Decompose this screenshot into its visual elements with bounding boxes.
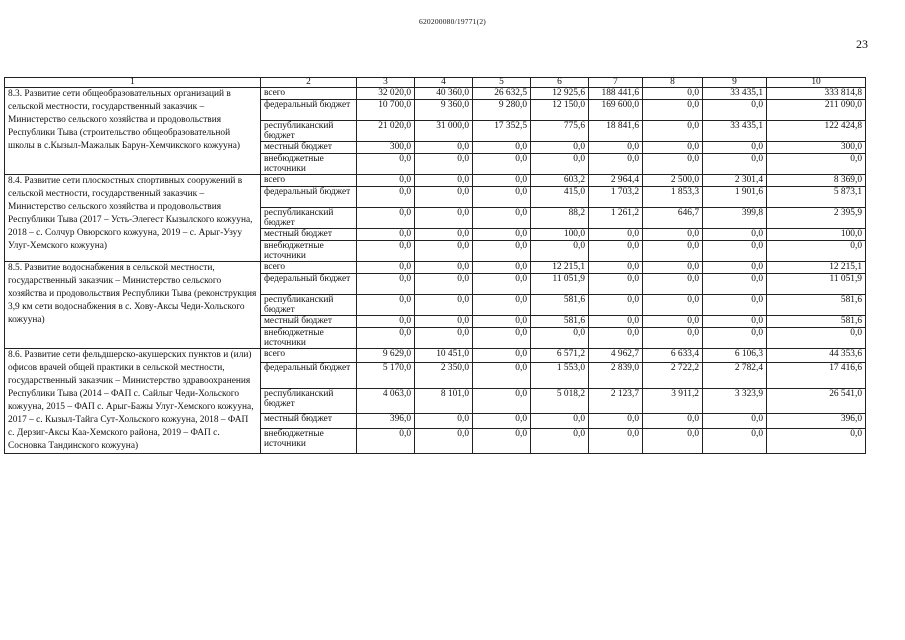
amount-cell: 12 925,6	[531, 88, 589, 100]
amount-cell: 0,0	[415, 274, 473, 295]
amount-cell: 100,0	[531, 229, 589, 241]
amount-cell: 646,7	[643, 208, 703, 229]
amount-cell: 0,0	[473, 363, 531, 388]
funding-source: внебюджетные источники	[261, 241, 357, 262]
amount-cell: 0,0	[415, 175, 473, 187]
funding-source: федеральный бюджет	[261, 100, 357, 121]
amount-cell: 6 571,2	[531, 349, 589, 363]
section-description: 8.4. Развитие сети плоскостных спортивных сооружений в сельской местности, государственный заказчик – Министерство сельского хозяйства и продовольствия Республики Тыва (2017 – Усть-Элегест Кызылского кожууна, 2018 – с. Солчур Овюрского кожууна, 2019 – с. Арыг-Узуу Улуг-Хемского кожууна)	[5, 175, 261, 262]
funding-source: республиканский бюджет	[261, 208, 357, 229]
amount-cell: 2 123,7	[589, 388, 643, 413]
amount-cell: 33 435,1	[703, 121, 767, 142]
amount-cell: 5 873,1	[767, 187, 866, 208]
amount-cell: 6 633,4	[643, 349, 703, 363]
amount-cell: 581,6	[767, 295, 866, 316]
amount-cell: 3 323,9	[703, 388, 767, 413]
amount-cell: 8 369,0	[767, 175, 866, 187]
amount-cell: 211 090,0	[767, 100, 866, 121]
amount-cell: 0,0	[643, 142, 703, 154]
amount-cell: 12 150,0	[531, 100, 589, 121]
amount-cell: 31 000,0	[415, 121, 473, 142]
amount-cell: 2 395,9	[767, 208, 866, 229]
amount-cell: 0,0	[589, 295, 643, 316]
amount-cell: 2 722,2	[643, 363, 703, 388]
amount-cell: 9 280,0	[473, 100, 531, 121]
amount-cell: 0,0	[643, 316, 703, 328]
amount-cell: 26 541,0	[767, 388, 866, 413]
amount-cell: 0,0	[703, 414, 767, 428]
amount-cell: 581,6	[531, 316, 589, 328]
amount-cell: 0,0	[703, 241, 767, 262]
amount-cell: 0,0	[473, 262, 531, 274]
amount-cell: 17 416,6	[767, 363, 866, 388]
amount-cell: 0,0	[643, 274, 703, 295]
amount-cell: 581,6	[767, 316, 866, 328]
table-row	[5, 175, 866, 187]
amount-cell: 0,0	[589, 154, 643, 175]
funding-source: всего	[261, 88, 357, 100]
amount-cell: 0,0	[473, 414, 531, 428]
column-header: 1	[5, 78, 261, 88]
amount-cell: 40 360,0	[415, 88, 473, 100]
amount-cell: 603,2	[531, 175, 589, 187]
funding-source: федеральный бюджет	[261, 363, 357, 388]
amount-cell: 1 853,3	[643, 187, 703, 208]
funding-source: республиканский бюджет	[261, 295, 357, 316]
amount-cell: 11 051,9	[531, 274, 589, 295]
amount-cell: 0,0	[767, 154, 866, 175]
amount-cell: 0,0	[415, 414, 473, 428]
amount-cell: 0,0	[473, 274, 531, 295]
amount-cell: 0,0	[703, 295, 767, 316]
amount-cell: 2 350,0	[415, 363, 473, 388]
section-description: 8.5. Развитие водоснабжения в сельской местности, государственный заказчик – Министерство сельского хозяйства и продовольствия Республики Тыва (реконструкция 3,9 км сети водоснабжения в с. Хову-Аксы Чеди-Хольского кожууна)	[5, 262, 261, 349]
amount-cell: 0,0	[703, 274, 767, 295]
amount-cell: 8 101,0	[415, 388, 473, 413]
amount-cell: 0,0	[589, 428, 643, 453]
amount-cell: 0,0	[703, 142, 767, 154]
amount-cell: 0,0	[531, 241, 589, 262]
amount-cell: 300,0	[767, 142, 866, 154]
amount-cell: 100,0	[767, 229, 866, 241]
amount-cell: 0,0	[703, 428, 767, 453]
amount-cell: 0,0	[473, 142, 531, 154]
amount-cell: 17 352,5	[473, 121, 531, 142]
amount-cell: 18 841,6	[589, 121, 643, 142]
amount-cell: 0,0	[589, 414, 643, 428]
amount-cell: 2 301,4	[703, 175, 767, 187]
amount-cell: 0,0	[415, 316, 473, 328]
amount-cell: 33 435,1	[703, 88, 767, 100]
amount-cell: 0,0	[531, 414, 589, 428]
amount-cell: 32 020,0	[357, 88, 415, 100]
amount-cell: 0,0	[643, 88, 703, 100]
amount-cell: 12 215,1	[531, 262, 589, 274]
amount-cell: 0,0	[357, 316, 415, 328]
amount-cell: 88,2	[531, 208, 589, 229]
amount-cell: 0,0	[589, 274, 643, 295]
column-header: 10	[767, 78, 866, 88]
amount-cell: 0,0	[703, 316, 767, 328]
amount-cell: 0,0	[415, 428, 473, 453]
amount-cell: 0,0	[357, 208, 415, 229]
amount-cell: 333 814,8	[767, 88, 866, 100]
column-header: 5	[473, 78, 531, 88]
funding-source: всего	[261, 349, 357, 363]
amount-cell: 1 703,2	[589, 187, 643, 208]
amount-cell: 0,0	[473, 241, 531, 262]
amount-cell: 0,0	[357, 175, 415, 187]
funding-source: республиканский бюджет	[261, 121, 357, 142]
column-header: 2	[261, 78, 357, 88]
amount-cell: 0,0	[357, 262, 415, 274]
funding-source: местный бюджет	[261, 414, 357, 428]
section-description: 8.6. Развитие сети фельдшерско-акушерских пунктов и (или) офисов врачей общей практики в сельской местности, государственный заказчик – Министерство здравоохранения Республики Тыва (2014 – ФАП с. Сайлыг Чеди-Хольского кожууна, 2015 – ФАП с. Арыг-Бажы Улуг-Хемского кожууна, 2017 – с. Кызыл-Тайга Сут-Хольского кожууна, 2018 – ФАП с. Дерзиг-Аксы Каа-Хемского района, 2019 – ФАП с. Сосновка Тандинского кожууна)	[5, 349, 261, 454]
amount-cell: 0,0	[643, 414, 703, 428]
amount-cell: 0,0	[415, 328, 473, 349]
amount-cell: 122 424,8	[767, 121, 866, 142]
amount-cell: 0,0	[415, 187, 473, 208]
header-row	[5, 78, 866, 88]
amount-cell: 0,0	[703, 328, 767, 349]
amount-cell: 0,0	[357, 328, 415, 349]
funding-source: местный бюджет	[261, 142, 357, 154]
amount-cell: 1 901,6	[703, 187, 767, 208]
amount-cell: 3 911,2	[643, 388, 703, 413]
amount-cell: 0,0	[473, 428, 531, 453]
amount-cell: 9 360,0	[415, 100, 473, 121]
funding-source: внебюджетные источники	[261, 154, 357, 175]
amount-cell: 2 964,4	[589, 175, 643, 187]
budget-table	[4, 77, 866, 454]
amount-cell: 775,6	[531, 121, 589, 142]
funding-source: местный бюджет	[261, 229, 357, 241]
page-number: 23	[856, 37, 868, 51]
amount-cell: 0,0	[415, 142, 473, 154]
amount-cell: 188 441,6	[589, 88, 643, 100]
amount-cell: 0,0	[357, 187, 415, 208]
amount-cell: 21 020,0	[357, 121, 415, 142]
amount-cell: 0,0	[357, 295, 415, 316]
amount-cell: 396,0	[357, 414, 415, 428]
amount-cell: 0,0	[473, 154, 531, 175]
funding-source: федеральный бюджет	[261, 274, 357, 295]
funding-source: федеральный бюджет	[261, 187, 357, 208]
amount-cell: 0,0	[643, 262, 703, 274]
amount-cell: 0,0	[415, 154, 473, 175]
amount-cell: 0,0	[589, 328, 643, 349]
amount-cell: 0,0	[357, 274, 415, 295]
amount-cell: 0,0	[357, 154, 415, 175]
amount-cell: 0,0	[589, 229, 643, 241]
amount-cell: 0,0	[767, 428, 866, 453]
funding-source: всего	[261, 262, 357, 274]
amount-cell: 0,0	[643, 328, 703, 349]
column-header: 8	[643, 78, 703, 88]
amount-cell: 1 553,0	[531, 363, 589, 388]
amount-cell: 0,0	[643, 100, 703, 121]
amount-cell: 0,0	[473, 388, 531, 413]
amount-cell: 0,0	[357, 241, 415, 262]
amount-cell: 0,0	[703, 262, 767, 274]
amount-cell: 0,0	[357, 428, 415, 453]
amount-cell: 0,0	[473, 316, 531, 328]
amount-cell: 2 782,4	[703, 363, 767, 388]
amount-cell: 4 962,7	[589, 349, 643, 363]
amount-cell: 1 261,2	[589, 208, 643, 229]
amount-cell: 415,0	[531, 187, 589, 208]
amount-cell: 581,6	[531, 295, 589, 316]
amount-cell: 396,0	[767, 414, 866, 428]
funding-source: всего	[261, 175, 357, 187]
amount-cell: 0,0	[643, 121, 703, 142]
amount-cell: 0,0	[473, 295, 531, 316]
column-header: 7	[589, 78, 643, 88]
amount-cell: 0,0	[473, 229, 531, 241]
amount-cell: 169 600,0	[589, 100, 643, 121]
amount-cell: 0,0	[703, 154, 767, 175]
column-header: 6	[531, 78, 589, 88]
amount-cell: 26 632,5	[473, 88, 531, 100]
table-row	[5, 262, 866, 274]
amount-cell: 300,0	[357, 142, 415, 154]
amount-cell: 0,0	[643, 154, 703, 175]
amount-cell: 0,0	[531, 142, 589, 154]
amount-cell: 0,0	[531, 428, 589, 453]
amount-cell: 0,0	[589, 241, 643, 262]
amount-cell: 5 018,2	[531, 388, 589, 413]
amount-cell: 12 215,1	[767, 262, 866, 274]
amount-cell: 0,0	[415, 262, 473, 274]
amount-cell: 0,0	[531, 154, 589, 175]
amount-cell: 0,0	[589, 316, 643, 328]
amount-cell: 0,0	[643, 241, 703, 262]
amount-cell: 0,0	[531, 328, 589, 349]
table-row	[5, 349, 866, 363]
table-row	[5, 88, 866, 100]
document-id: 620200080/19771(2)	[419, 17, 486, 26]
amount-cell: 0,0	[703, 229, 767, 241]
funding-source: внебюджетные источники	[261, 328, 357, 349]
funding-source: внебюджетные источники	[261, 428, 357, 453]
amount-cell: 2 839,0	[589, 363, 643, 388]
amount-cell: 0,0	[767, 241, 866, 262]
funding-source: местный бюджет	[261, 316, 357, 328]
amount-cell: 0,0	[643, 428, 703, 453]
amount-cell: 0,0	[589, 262, 643, 274]
amount-cell: 0,0	[415, 241, 473, 262]
amount-cell: 0,0	[473, 349, 531, 363]
amount-cell: 399,8	[703, 208, 767, 229]
amount-cell: 0,0	[703, 100, 767, 121]
amount-cell: 2 500,0	[643, 175, 703, 187]
amount-cell: 0,0	[767, 328, 866, 349]
amount-cell: 6 106,3	[703, 349, 767, 363]
amount-cell: 0,0	[473, 328, 531, 349]
amount-cell: 44 353,6	[767, 349, 866, 363]
amount-cell: 0,0	[357, 229, 415, 241]
column-header: 3	[357, 78, 415, 88]
amount-cell: 0,0	[473, 175, 531, 187]
amount-cell: 0,0	[415, 295, 473, 316]
column-header: 9	[703, 78, 767, 88]
amount-cell: 10 451,0	[415, 349, 473, 363]
amount-cell: 0,0	[473, 187, 531, 208]
amount-cell: 0,0	[643, 229, 703, 241]
amount-cell: 4 063,0	[357, 388, 415, 413]
funding-source: республиканский бюджет	[261, 388, 357, 413]
amount-cell: 0,0	[415, 229, 473, 241]
section-description: 8.3. Развитие сети общеобразовательных организаций в сельской местности, государственный заказчик – Министерство сельского хозяйства и продовольствия Республики Тыва (строительство общеобразовательной школы в с.Кызыл-Мажалык Барун-Хемчикского кожууна)	[5, 88, 261, 175]
amount-cell: 0,0	[643, 295, 703, 316]
amount-cell: 5 170,0	[357, 363, 415, 388]
amount-cell: 0,0	[589, 142, 643, 154]
amount-cell: 0,0	[415, 208, 473, 229]
amount-cell: 0,0	[473, 208, 531, 229]
amount-cell: 9 629,0	[357, 349, 415, 363]
amount-cell: 11 051,9	[767, 274, 866, 295]
column-header: 4	[415, 78, 473, 88]
amount-cell: 10 700,0	[357, 100, 415, 121]
